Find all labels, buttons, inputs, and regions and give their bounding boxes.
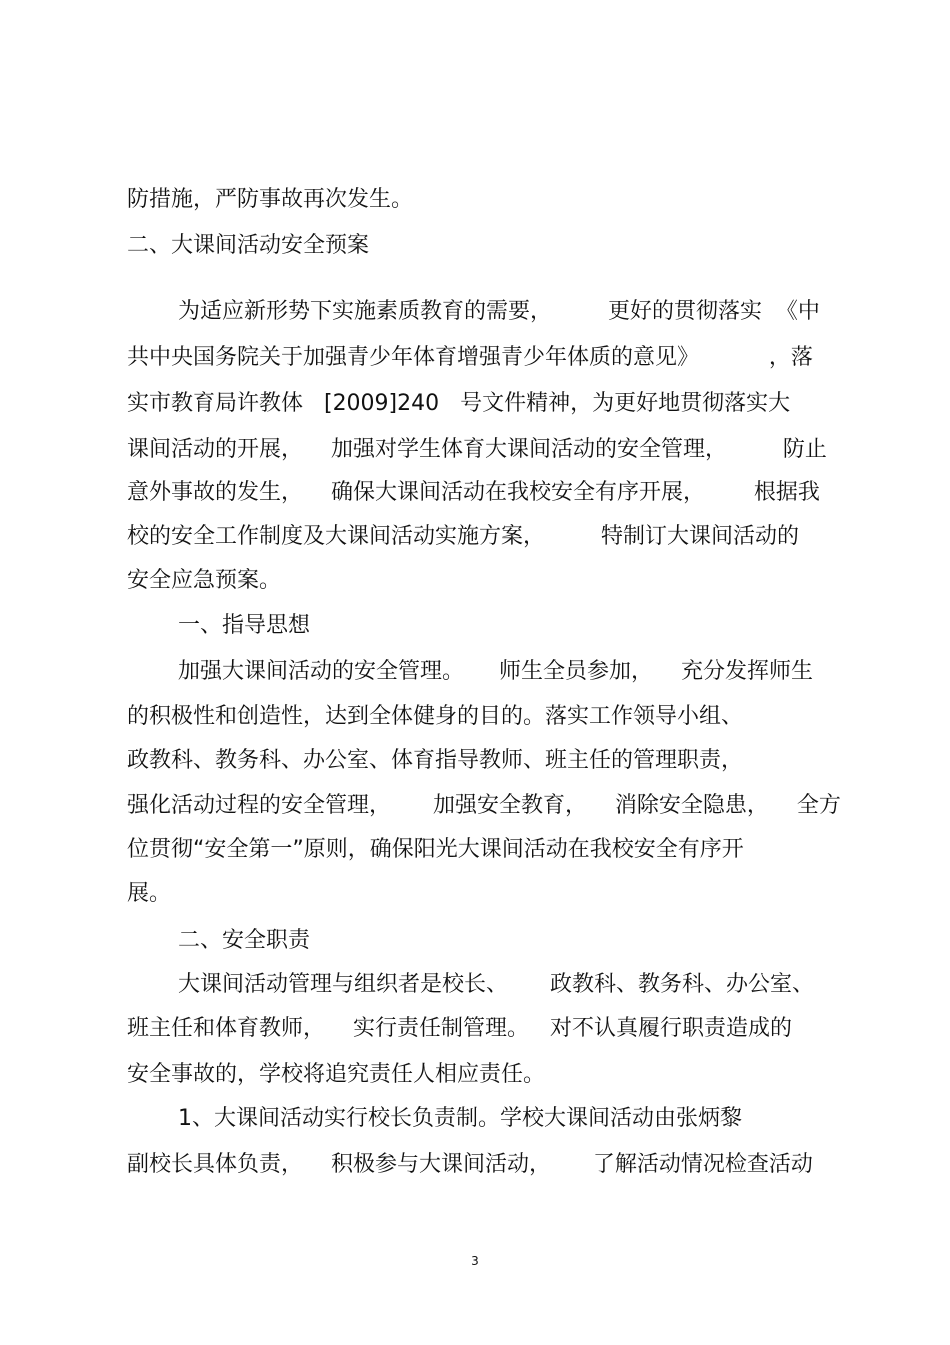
text-line: 为适应新形势下实施素质教育的需要， 更好的贯彻落实 《中 bbox=[178, 299, 820, 324]
text-line: 副校长具体负责， 积极参与大课间活动， 了解活动情况检查活动 bbox=[127, 1152, 813, 1177]
page-number: 3 bbox=[471, 1254, 479, 1268]
section-heading: 一、指导思想 bbox=[178, 613, 311, 638]
text-line: 班主任和体育教师， 实行责任制管理。 对不认真履行职责造成的 bbox=[127, 1016, 792, 1041]
text-line: 1、大课间活动实行校长负责制。学校大课间活动由张炳黎 bbox=[178, 1106, 742, 1131]
text-line: 共中央国务院关于加强青少年体育增强青少年体质的意见》 ，落 bbox=[127, 345, 813, 370]
text-line: 强化活动过程的安全管理， 加强安全教育， 消除安全隐患， 全方 bbox=[127, 793, 841, 818]
text-line: 校的安全工作制度及大课间活动实施方案， 特制订大课间活动的 bbox=[127, 524, 799, 549]
text-line: 实市教育局许教体 [2009]240 号文件精神，为更好地贯彻落实大 bbox=[127, 391, 791, 416]
text-line: 防措施，严防事故再次发生。 bbox=[127, 187, 414, 212]
section-heading: 二、大课间活动安全预案 bbox=[127, 233, 370, 258]
text-line: 展。 bbox=[127, 881, 172, 906]
text-line: 安全应急预案。 bbox=[127, 568, 282, 593]
text-line: 政教科、教务科、办公室、体育指导教师、班主任的管理职责， bbox=[127, 748, 744, 773]
text-line: 安全事故的，学校将追究责任人相应责任。 bbox=[127, 1062, 546, 1087]
text-line: 的积极性和创造性，达到全体健身的目的。落实工作领导小组、 bbox=[127, 704, 744, 729]
section-heading: 二、安全职责 bbox=[178, 928, 311, 953]
text-line: 加强大课间活动的安全管理。 师生全员参加， 充分发挥师生 bbox=[178, 659, 813, 684]
text-line: 意外事故的发生， 确保大课间活动在我校安全有序开展， 根据我 bbox=[127, 480, 820, 505]
text-line: 位贯彻“安全第一”原则，确保阳光大课间活动在我校安全有序开 bbox=[127, 837, 744, 862]
text-line: 大课间活动管理与组织者是校长、 政教科、教务科、办公室、 bbox=[178, 972, 814, 997]
text-line: 课间活动的开展， 加强对学生体育大课间活动的安全管理， 防止 bbox=[127, 437, 827, 462]
